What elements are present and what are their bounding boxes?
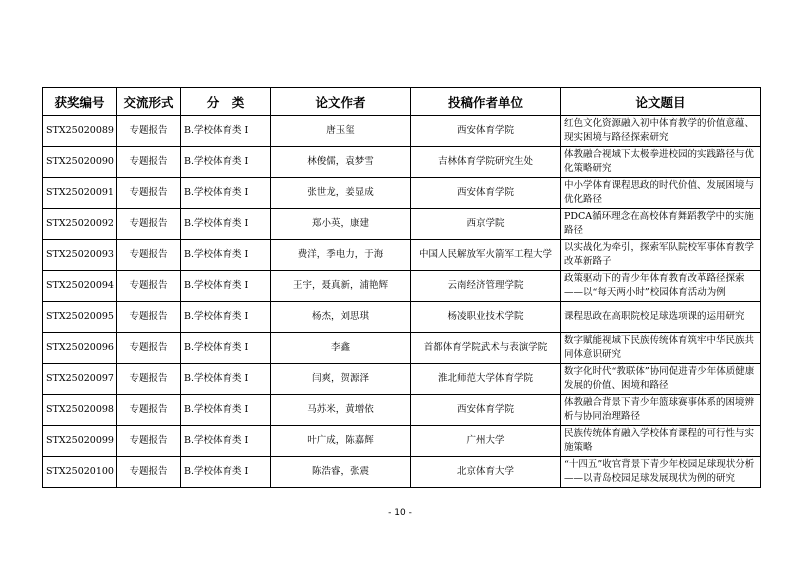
award-id-cell: STX25020099: [43, 426, 117, 457]
paper-title-cell: 以实战化为牵引，探索军队院校军事体育教学改革新路子: [561, 240, 761, 271]
exchange-form-cell: 专题报告: [117, 178, 181, 209]
category-cell: B.学校体育类 I: [181, 395, 271, 426]
author-unit-cell: 西安体育学院: [411, 395, 561, 426]
awards-table: [42, 87, 761, 488]
author-unit-cell: 西安体育学院: [411, 178, 561, 209]
category-cell: B.学校体育类 I: [181, 240, 271, 271]
category-cell: B.学校体育类 I: [181, 209, 271, 240]
paper-title-cell: “十四五”收官背景下青少年校园足球现状分析——以青岛校园足球发展现状为例的研究: [561, 457, 761, 488]
table-row: [43, 302, 761, 333]
exchange-form-cell: 专题报告: [117, 302, 181, 333]
author-cell: 张世龙，姜显成: [271, 178, 411, 209]
category-cell: B.学校体育类 I: [181, 271, 271, 302]
paper-title-cell: 数字化时代“教联体”协同促进青少年体质健康发展的价值、困境和路径: [561, 364, 761, 395]
author-unit-cell: 北京体育大学: [411, 457, 561, 488]
page-number: - 10 -: [388, 508, 412, 518]
author-unit-cell: 西京学院: [411, 209, 561, 240]
category-cell: B.学校体育类 I: [181, 178, 271, 209]
header-exchange-form: 交流形式: [117, 88, 181, 116]
author-cell: 李鑫: [271, 333, 411, 364]
paper-title-cell: 红色文化资源融入初中体育教学的价值意蕴、现实困境与路径探索研究: [561, 116, 761, 147]
table-row: [43, 240, 761, 271]
paper-title-cell: 体教融合视域下太极拳进校园的实践路径与优化策略研究: [561, 147, 761, 178]
author-cell: 叶广成，陈嘉辉: [271, 426, 411, 457]
author-unit-cell: 首都体育学院武术与表演学院: [411, 333, 561, 364]
category-cell: B.学校体育类 I: [181, 364, 271, 395]
header-author-unit: 投稿作者单位: [411, 88, 561, 116]
author-cell: 杨杰，刘思琪: [271, 302, 411, 333]
award-id-cell: STX25020090: [43, 147, 117, 178]
exchange-form-cell: 专题报告: [117, 395, 181, 426]
exchange-form-cell: 专题报告: [117, 333, 181, 364]
award-id-cell: STX25020098: [43, 395, 117, 426]
author-unit-cell: 云南经济管理学院: [411, 271, 561, 302]
table-row: [43, 364, 761, 395]
table-row: [43, 333, 761, 364]
paper-title-cell: 数字赋能视域下民族传统体育筑牢中华民族共同体意识研究: [561, 333, 761, 364]
author-cell: 唐玉玺: [271, 116, 411, 147]
paper-title-cell: PDCA循环理念在高校体育舞蹈教学中的实施路径: [561, 209, 761, 240]
header-category: 分 类: [181, 88, 271, 116]
paper-title-cell: 民族传统体育融入学校体育课程的可行性与实施策略: [561, 426, 761, 457]
award-id-cell: STX25020094: [43, 271, 117, 302]
table-body: [43, 116, 761, 488]
category-cell: B.学校体育类 I: [181, 333, 271, 364]
exchange-form-cell: 专题报告: [117, 364, 181, 395]
header-award-id: 获奖编号: [43, 88, 117, 116]
exchange-form-cell: 专题报告: [117, 240, 181, 271]
award-id-cell: STX25020096: [43, 333, 117, 364]
author-unit-cell: 杨凌职业技术学院: [411, 302, 561, 333]
author-cell: 郑小英，康建: [271, 209, 411, 240]
header-paper-title: 论文题目: [561, 88, 761, 116]
table-row: [43, 147, 761, 178]
table-row: [43, 395, 761, 426]
author-cell: 陈浩睿，张震: [271, 457, 411, 488]
exchange-form-cell: 专题报告: [117, 209, 181, 240]
award-id-cell: STX25020093: [43, 240, 117, 271]
award-id-cell: STX25020089: [43, 116, 117, 147]
category-cell: B.学校体育类 I: [181, 426, 271, 457]
author-unit-cell: 中国人民解放军火箭军工程大学: [411, 240, 561, 271]
table-row: [43, 178, 761, 209]
table-row: [43, 426, 761, 457]
award-id-cell: STX25020095: [43, 302, 117, 333]
exchange-form-cell: 专题报告: [117, 147, 181, 178]
author-unit-cell: 广州大学: [411, 426, 561, 457]
award-id-cell: STX25020091: [43, 178, 117, 209]
author-unit-cell: 西安体育学院: [411, 116, 561, 147]
category-cell: B.学校体育类 I: [181, 116, 271, 147]
author-cell: 费洋，季电力，于海: [271, 240, 411, 271]
table-row: [43, 271, 761, 302]
exchange-form-cell: 专题报告: [117, 426, 181, 457]
exchange-form-cell: 专题报告: [117, 116, 181, 147]
exchange-form-cell: 专题报告: [117, 271, 181, 302]
exchange-form-cell: 专题报告: [117, 457, 181, 488]
table-header-row: [43, 88, 761, 116]
author-cell: 闫爽，贺源泽: [271, 364, 411, 395]
award-id-cell: STX25020097: [43, 364, 117, 395]
author-unit-cell: 吉林体育学院研究生处: [411, 147, 561, 178]
table-row: [43, 457, 761, 488]
award-id-cell: STX25020100: [43, 457, 117, 488]
table-row: [43, 209, 761, 240]
paper-title-cell: 政策驱动下的青少年体育教育改革路径探索——以“每天两小时”校园体育活动为例: [561, 271, 761, 302]
author-cell: 林俊儒，袁梦雪: [271, 147, 411, 178]
author-unit-cell: 淮北师范大学体育学院: [411, 364, 561, 395]
category-cell: B.学校体育类 I: [181, 147, 271, 178]
category-cell: B.学校体育类 I: [181, 457, 271, 488]
header-author: 论文作者: [271, 88, 411, 116]
author-cell: 马苏米，黄增依: [271, 395, 411, 426]
award-id-cell: STX25020092: [43, 209, 117, 240]
category-cell: B.学校体育类 I: [181, 302, 271, 333]
table-row: [43, 116, 761, 147]
paper-title-cell: 中小学体育课程思政的时代价值、发展困境与优化路径: [561, 178, 761, 209]
author-cell: 王宇，聂真新，浦艳辉: [271, 271, 411, 302]
paper-title-cell: 课程思政在高职院校足球选项课的运用研究: [561, 302, 761, 333]
paper-title-cell: 体教融合背景下青少年篮球赛事体系的困境辨析与协同治理路径: [561, 395, 761, 426]
